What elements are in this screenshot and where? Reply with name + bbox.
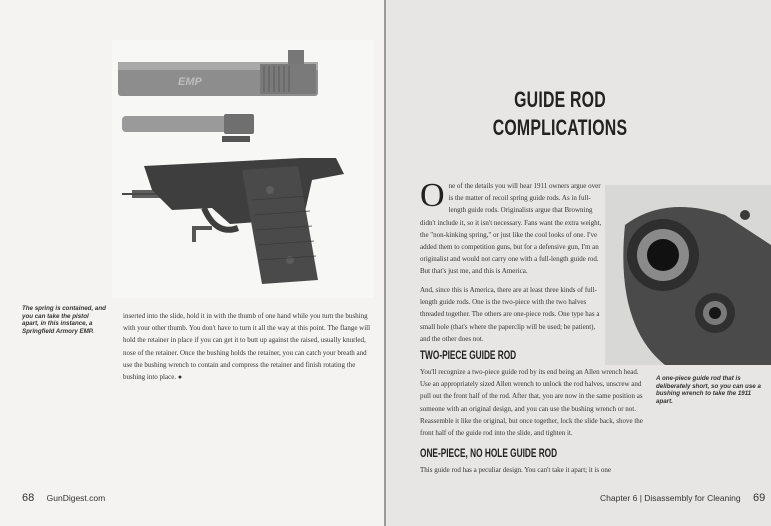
drop-cap: O (420, 177, 445, 214)
intro-paragraph (420, 177, 605, 278)
right-page-number: 69 (753, 492, 766, 504)
right-footer (600, 492, 765, 504)
barrel-caption: A one-piece guide rod that is deliberately short, so you can use a bushing wrench to take the 1911 apart. (656, 375, 761, 405)
left-page-number: 68 (22, 492, 35, 504)
title-line-1: GUIDE ROD (514, 87, 606, 112)
paragraph-3: You'll recognize a two-piece guide rod by its end being an Allen wrench head. Use an appropriately sized Allen wrench to unlock the rod halves, unscrew and pull out the front half of the rod. After that, you are now in the same position as someone with an original design, and you can use the bushing wrench or not. Reassemble it like the original, but once together, lock the slide back, shove the front half of the guide rod into the slide, and tighten it. (420, 368, 643, 438)
barrel-bushing-photo (605, 185, 771, 365)
paragraph-4: This guide rod has a peculiar design. You can't take it apart; it is one (420, 466, 611, 474)
left-footer (22, 492, 105, 504)
pistol-parts-illustration (112, 40, 374, 298)
paragraph-2: And, since this is America, there are at least three kinds of full-length guide rods. One is the two-piece with the two halves threaded together. The others are one-piece rods. One type has a small hole (that's where the paperclip will be used; be patient), and the other does not. (420, 286, 600, 343)
chapter-section-title (452, 86, 668, 142)
title-line-2: COMPLICATIONS (492, 115, 628, 140)
photo-caption: The spring is contained, and you can take the pistol apart, in this instance, a Springfield Armory EMP. (22, 305, 106, 335)
pistol-disassembly-photo (112, 40, 374, 298)
heading-one-piece: ONE-PIECE, NO HOLE GUIDE ROD (420, 448, 558, 460)
barrel-illustration (605, 185, 771, 365)
left-body-text: inserted into the slide, hold it in with the thumb of one hand while you turn the bushing with your other thumb. You don't have to turn it all the way at this point. The flange will hold the retainer in place if you can get it to butt up against the raised, usually knurled, nose of the retainer. Once the bushing holds the retainer, you can catch your breath and use the bushing wrench to contain and compress the retainer and finish rotating the bushing into place. ● (123, 312, 371, 382)
chapter-label: Chapter 6 | Disassembly for Cleaning (600, 493, 741, 503)
slide-engraving: EMP (178, 76, 202, 88)
intro-text: ne of the details you will hear 1911 owners argue over is the matter of recoil spring guide rods. As in full-length guide rods. Originalists argue that Browning didn't include it, so it isn't necessary. Fans want the extra weight, the "non-kinking spring," or just like the cool looks of one. I've added them to competition guns, but for a defensive gun, I'm an originalist and would not carry one with a full-length guide rod. But that's just me, and this is America. (420, 182, 602, 276)
heading-two-piece: TWO-PIECE GUIDE ROD (420, 350, 517, 362)
footer-site: GunDigest.com (46, 493, 106, 503)
